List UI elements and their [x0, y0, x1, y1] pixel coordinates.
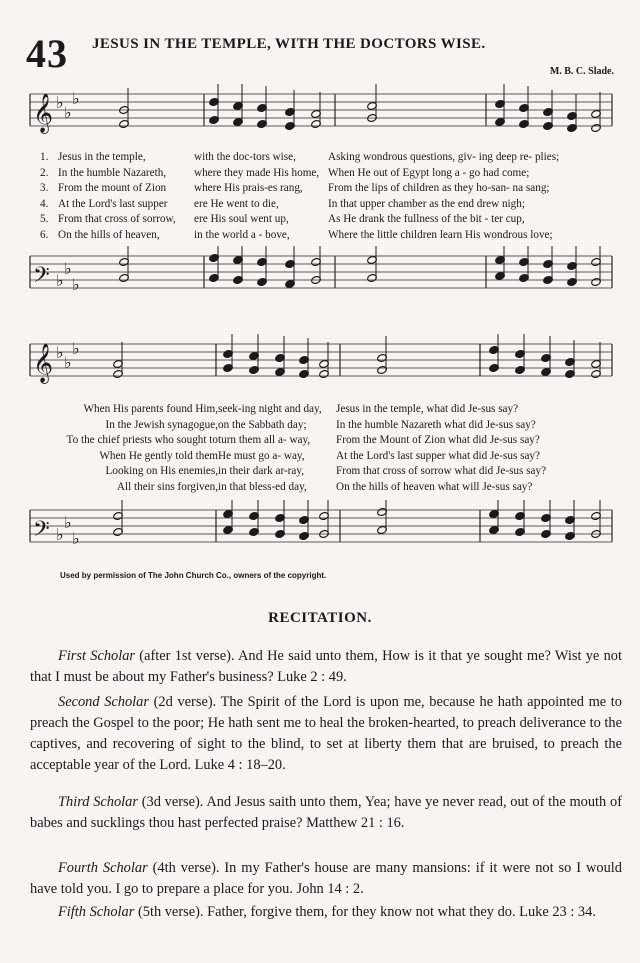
flat-icon: ♭ [56, 345, 64, 362]
music-staff-system-2-treble [0, 334, 640, 398]
bass-clef-icon: 𝄢 [33, 263, 50, 293]
music-staff-system-1-bass [0, 246, 640, 310]
lyric-segment: 4. [40, 197, 49, 210]
lyric-segment: As He drank the fullness of the bit - ter cup, [328, 213, 525, 225]
lyric-line [40, 197, 620, 213]
lyric-segment: on the Sabbath day; [218, 418, 307, 431]
lyric-segment: To the chief priests who sought to [66, 434, 218, 446]
lyric-line [40, 418, 624, 434]
hymn-number: 43 [26, 31, 68, 76]
lyric-segment: Asking wondrous questions, giv- ing deep re- plies; [328, 151, 560, 163]
recitation-paragraph: Second Scholar (2d verse). The Spirit of the Lord is upon me, because he hath appointed me to preach the Gospel to the poor; He hath sent me to heal the broken-hearted, to preach deliverance to the captives, and recovering of sight to the blind, to set at liberty them that are bruised, to preach the acceptable year of the Lord. Luke 4 : 18–20. [30, 694, 622, 773]
lyric-segment: On the hills of heaven what will Je-sus say? [336, 480, 533, 493]
flat-icon: ♭ [64, 355, 72, 372]
flat-icon: ♭ [72, 531, 80, 548]
recitation-paragraph: Fourth Scholar (4th verse). In my Father's house are many mansions: if it were not so I would have told you. I go to prepare a place for you. John 14 : 2. [30, 860, 622, 897]
lyric-line [40, 433, 624, 449]
lyric-segment: 6. [40, 228, 49, 241]
lyric-segment: In the humble Nazareth what did Je-sus say? [336, 418, 536, 431]
lyric-segment: Where the little children learn His wondrous love; [328, 228, 553, 241]
lyric-segment: where His prais-es rang, [194, 182, 303, 194]
lyric-line [40, 212, 620, 228]
lyric-line [40, 449, 624, 465]
lyric-segment: ere His soul went up, [194, 213, 289, 225]
lyric-line [40, 402, 624, 418]
lyric-segment: in their dark ar-ray, [218, 465, 305, 477]
lyric-line [40, 464, 624, 480]
lyric-segment: All their sins forgiven, [116, 480, 218, 493]
lyric-line [40, 181, 620, 197]
lyric-segment: From the lips of children as they ho-san- na sang; [328, 182, 550, 194]
lyric-segment: Jesus in the temple, what did Je-sus say? [336, 403, 519, 415]
lyric-line [40, 166, 620, 182]
lyric-segment: 5. [40, 213, 49, 225]
lyric-segment: From that cross of sorrow what did Je-sus say? [336, 465, 547, 477]
lyric-line [40, 228, 620, 244]
lyric-segment: From the mount of Zion [58, 182, 167, 194]
recitation-heading: RECITATION. [268, 610, 372, 626]
lyrics-block-second-half [40, 402, 624, 495]
hymn-title: JESUS IN THE TEMPLE, WITH THE DOCTORS WISE. [92, 36, 486, 52]
flat-icon: ♭ [72, 91, 80, 108]
flat-icon: ♭ [56, 527, 64, 544]
lyric-segment: turn them all a- way, [218, 434, 311, 446]
music-staff-system-2-bass [0, 500, 640, 564]
composer-credit: M. B. C. Slade. [549, 66, 614, 77]
lyric-segment: In the Jewish synagogue, [105, 418, 218, 431]
lyric-segment: When His parents found Him, [83, 403, 218, 415]
lyric-segment: When He out of Egypt long a - go had come; [328, 166, 530, 179]
lyric-segment: From the Mount of Zion what did Je-sus say? [336, 434, 540, 446]
flat-icon: ♭ [64, 261, 72, 278]
lyric-segment: From that cross of sorrow, [58, 213, 176, 225]
lyric-segment: with the doc-tors wise, [194, 151, 296, 163]
lyric-segment: 1. [40, 151, 49, 163]
treble-clef-icon: 𝄞 [33, 343, 54, 383]
treble-clef-icon: 𝄞 [33, 93, 54, 133]
lyric-segment: In that upper chamber as the end drew nigh; [328, 197, 525, 210]
lyric-line [40, 150, 620, 166]
lyric-segment: Looking on His enemies, [105, 465, 218, 477]
flat-icon: ♭ [72, 341, 80, 358]
flat-icon: ♭ [64, 105, 72, 122]
lyric-segment: 2. [40, 166, 49, 179]
lyric-segment: When He gently told them [99, 449, 218, 462]
lyric-segment: Jesus in the temple, [58, 151, 146, 163]
flat-icon: ♭ [64, 515, 72, 532]
lyric-segment: At the Lord's last supper [58, 197, 168, 210]
lyric-segment: In the humble Nazareth, [58, 166, 167, 179]
lyric-segment: At the Lord's last supper what did Je-sus say? [336, 449, 540, 462]
recitation-paragraph: Fifth Scholar (5th verse). Father, forgive them, for they know not what they do. Luke 23 : 34. [58, 904, 596, 920]
music-staff-system-1-treble [0, 84, 640, 148]
lyric-segment: in that bless-ed day, [218, 480, 307, 493]
flat-icon: ♭ [72, 277, 80, 294]
lyric-line [40, 480, 624, 496]
lyric-segment: He must go a- way, [218, 449, 305, 462]
lyric-segment: where they made His home, [194, 166, 320, 179]
recitation-paragraph: Third Scholar (3d verse). And Jesus saith unto them, Yea; have ye never read, out of the mouth of babes and sucklings thou hast perfected praise? Matthew 21 : 16. [30, 794, 622, 831]
lyric-segment: On the hills of heaven, [58, 228, 160, 241]
flat-icon: ♭ [56, 95, 64, 112]
lyric-segment: in the world a - bove, [194, 228, 290, 241]
lyric-segment: 3. [40, 182, 49, 194]
copyright-credit: Used by permission of The John Church Co., owners of the copyright. [60, 571, 327, 580]
lyric-segment: ere He went to die, [194, 197, 279, 210]
flat-icon: ♭ [56, 273, 64, 290]
recitation-paragraph: First Scholar (after 1st verse). And He said unto them, How is it that ye sought me? Wist ye not that I must be about my Father's business? Luke 2 : 49. [30, 648, 622, 685]
lyrics-block-first-half [40, 150, 620, 243]
lyric-segment: seek-ing night and day, [218, 403, 322, 415]
bass-clef-icon: 𝄢 [33, 517, 50, 547]
